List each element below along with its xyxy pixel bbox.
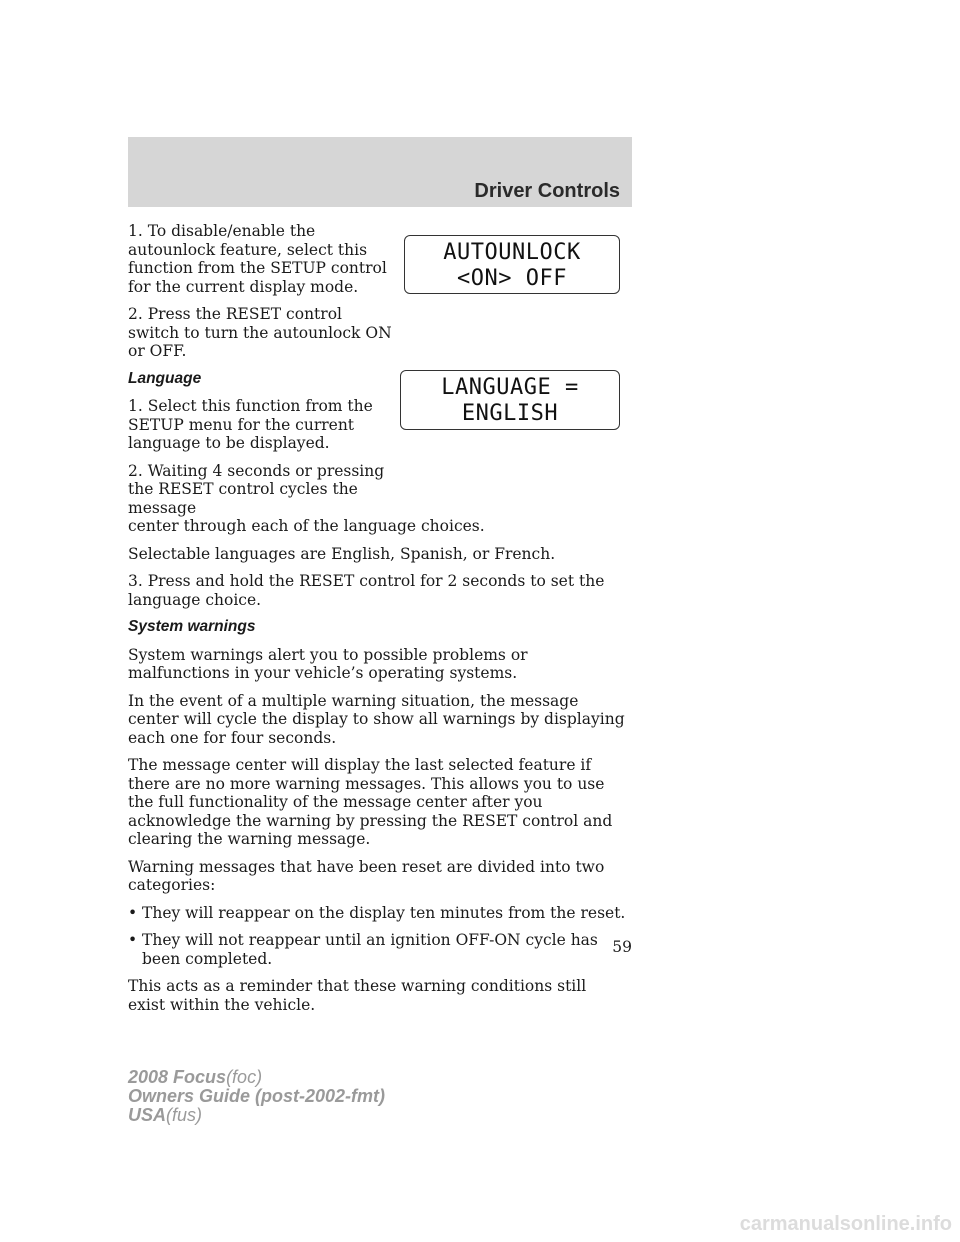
paragraph: This acts as a reminder that these warning conditions still exist within the vehicle. <box>128 977 587 1014</box>
display-line-1: LANGUAGE = <box>441 375 579 400</box>
footer-model: 2008 Focus <box>128 1067 227 1087</box>
paragraph <box>128 462 628 536</box>
paragraph: System warnings alert you to possible problems or malfunctions in your vehicle’s operating systems. <box>128 645 528 682</box>
bullet-icon: • <box>128 931 138 949</box>
section-title: Driver Controls <box>474 180 620 202</box>
footer-market: USA <box>128 1105 167 1125</box>
paragraph-part: center through each of the language choices. <box>128 517 485 535</box>
bullet-icon: • <box>128 903 138 922</box>
list-item <box>128 904 628 923</box>
paragraph: The message center will display the last selected feature if there are no more warning messages. This allows you to use the full functionality of the message center after you acknowledge the warning by pressing the RESET control and clearing the warning message. <box>128 756 613 848</box>
page-number: 59 <box>612 938 632 956</box>
section-heading: Language <box>128 369 202 387</box>
paragraph: Warning messages that have been reset are divided into two categories: <box>128 857 605 894</box>
header-band <box>128 137 632 207</box>
paragraph: Selectable languages are English, Spanish, or French. <box>128 544 556 563</box>
footer-guide: Owners Guide (post-2002-fmt) <box>128 1086 386 1106</box>
paragraph: 1. Select this function from the SETUP menu for the current language to be displayed. <box>128 397 373 452</box>
paragraph: 3. Press and hold the RESET control for 2 seconds to set the language choice. <box>128 572 605 609</box>
watermark: carmanualsonline.info <box>739 1213 952 1235</box>
footer-model-code: (foc) <box>226 1067 263 1087</box>
list-item <box>128 931 628 968</box>
paragraph: In the event of a multiple warning situation, the message center will cycle the display to show all warnings by displaying each one for four seconds. <box>128 691 625 747</box>
paragraph-part: 2. Waiting 4 seconds or pressing the RESET control cycles the message <box>128 461 385 517</box>
list-item-text: They will reappear on the display ten minutes from the reset. <box>142 903 626 922</box>
display-line-2: ENGLISH <box>461 401 559 426</box>
section-heading: System warnings <box>128 618 256 635</box>
footer-market-code: (fus) <box>166 1105 203 1125</box>
paragraph: 1. To disable/enable the autounlock feature, select this function from the SETUP control for the current display mode. <box>128 222 387 296</box>
paragraph: 2. Press the RESET control switch to turn the autounlock ON or OFF. <box>128 305 392 360</box>
list-item-text: They will not reappear until an ignition OFF-ON cycle has been completed. <box>142 931 598 968</box>
display-line-2: <ON> OFF <box>457 266 567 291</box>
document-footer <box>128 1068 385 1125</box>
display-line-1: AUTOUNLOCK <box>443 240 581 265</box>
page-body <box>128 222 628 1023</box>
